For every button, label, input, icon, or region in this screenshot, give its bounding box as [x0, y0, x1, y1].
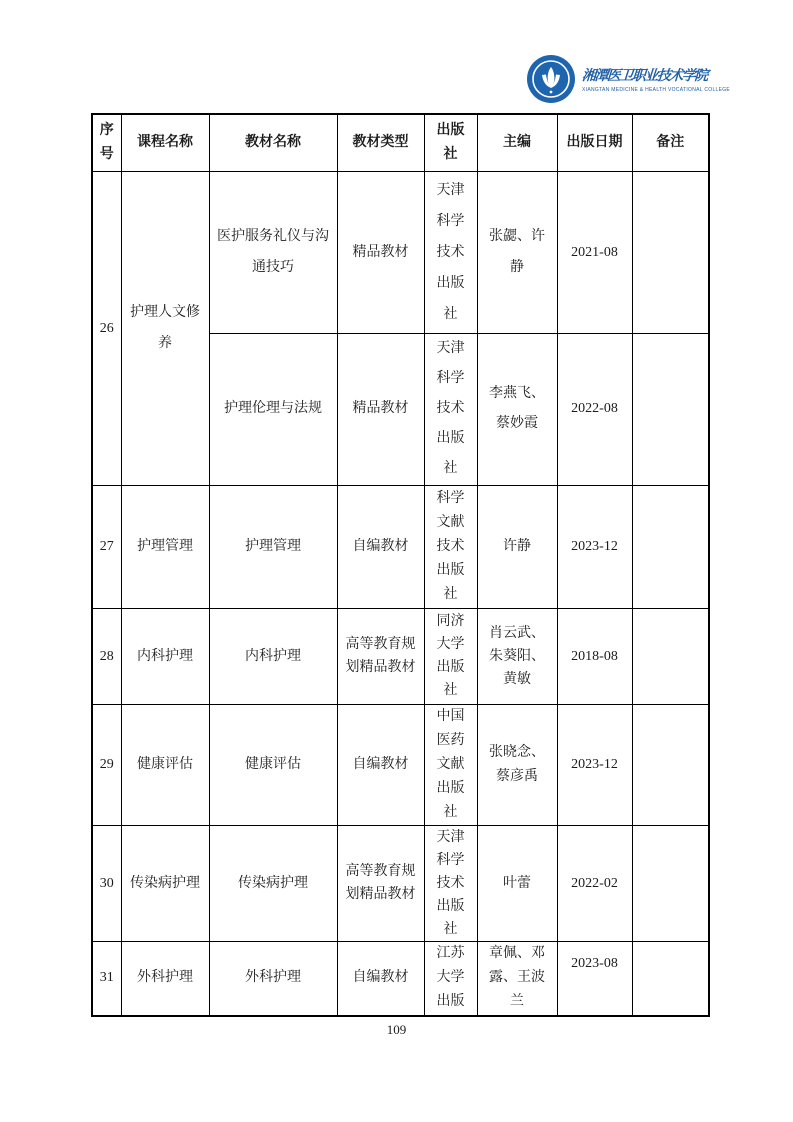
- cell-course: 健康评估: [121, 704, 209, 825]
- column-header-book-type: 教材类型: [337, 114, 424, 171]
- cell-book-type: 自编教材: [337, 941, 424, 1016]
- cell-publisher: 天津科学技术出版社: [424, 171, 477, 333]
- college-name-en: XIANGTAN MEDICINE & HEALTH VOCATIONAL COLLEGE: [582, 87, 731, 93]
- cell-note: [632, 941, 709, 1016]
- column-header-date: 出版日期: [557, 114, 632, 171]
- cell-publisher: 中国医药文献出版社: [424, 704, 477, 825]
- column-header-course: 课程名称: [121, 114, 209, 171]
- textbook-table: [91, 113, 710, 1017]
- table-row: [92, 704, 709, 825]
- cell-no: 30: [92, 825, 121, 941]
- table-row: [92, 171, 709, 333]
- cell-date: 2022-08: [557, 333, 632, 485]
- cell-date: 2023-12: [557, 485, 632, 608]
- cell-note: [632, 825, 709, 941]
- cell-editor: 章佩、邓露、王波兰: [477, 941, 557, 1016]
- column-header-editor: 主编: [477, 114, 557, 171]
- table-row: [92, 825, 709, 941]
- cell-editor: 李燕飞、蔡妙霞: [477, 333, 557, 485]
- table-row: [92, 941, 709, 1016]
- cell-book-type: 自编教材: [337, 485, 424, 608]
- page-number: 109: [386, 1022, 407, 1037]
- cell-book-type: 高等教育规划精品教材: [337, 608, 424, 704]
- cell-note: [632, 485, 709, 608]
- cell-course: 外科护理: [121, 941, 209, 1016]
- cell-course: 传染病护理: [121, 825, 209, 941]
- cell-no: 27: [92, 485, 121, 608]
- cell-book-type: 精品教材: [337, 333, 424, 485]
- table-row: [92, 485, 709, 608]
- cell-date: 2018-08: [557, 608, 632, 704]
- cell-editor: 张勰、许静: [477, 171, 557, 333]
- cell-book-name: 外科护理: [209, 941, 337, 1016]
- cell-no: 31: [92, 941, 121, 1016]
- cell-editor: 许静: [477, 485, 557, 608]
- cell-editor: 叶蕾: [477, 825, 557, 941]
- cell-book-name: 传染病护理: [209, 825, 337, 941]
- cell-publisher: 天津科学技术出版社: [424, 825, 477, 941]
- cell-editor: 肖云武、朱葵阳、黄敏: [477, 608, 557, 704]
- college-logo: [527, 55, 730, 103]
- column-header-publisher: 出版社: [424, 114, 477, 171]
- college-emblem-icon: [527, 55, 575, 103]
- cell-publisher: 天津科学技术出版社: [424, 333, 477, 485]
- cell-date: 2023-12: [557, 704, 632, 825]
- cell-date: 2023-08: [557, 941, 632, 1016]
- cell-note: [632, 704, 709, 825]
- cell-course: 护理管理: [121, 485, 209, 608]
- cell-no: 29: [92, 704, 121, 825]
- cell-editor: 张晓念、蔡彦禹: [477, 704, 557, 825]
- cell-note: [632, 171, 709, 333]
- column-header-no: 序号: [92, 114, 121, 171]
- cell-no: 26: [92, 171, 121, 485]
- table-row: [92, 608, 709, 704]
- college-name-zh: 湘潭医卫职业技术学院: [581, 69, 708, 84]
- cell-book-name: 护理管理: [209, 485, 337, 608]
- table-header-row: [92, 114, 709, 171]
- cell-publisher: 同济大学出版社: [424, 608, 477, 704]
- cell-publisher: 科学文献技术出版社: [424, 485, 477, 608]
- cell-book-type: 精品教材: [337, 171, 424, 333]
- cell-no: 28: [92, 608, 121, 704]
- cell-note: [632, 608, 709, 704]
- cell-note: [632, 333, 709, 485]
- column-header-note: 备注: [632, 114, 709, 171]
- cell-book-name: 医护服务礼仪与沟通技巧: [209, 171, 337, 333]
- cell-date: 2021-08: [557, 171, 632, 333]
- cell-book-type: 自编教材: [337, 704, 424, 825]
- column-header-book-name: 教材名称: [209, 114, 337, 171]
- cell-book-name: 护理伦理与法规: [209, 333, 337, 485]
- cell-book-name: 内科护理: [209, 608, 337, 704]
- cell-course: 内科护理: [121, 608, 209, 704]
- cell-course: 护理人文修养: [121, 171, 209, 485]
- cell-book-type: 高等教育规划精品教材: [337, 825, 424, 941]
- cell-publisher: 江苏大学出版: [424, 941, 477, 1016]
- cell-book-name: 健康评估: [209, 704, 337, 825]
- cell-date: 2022-02: [557, 825, 632, 941]
